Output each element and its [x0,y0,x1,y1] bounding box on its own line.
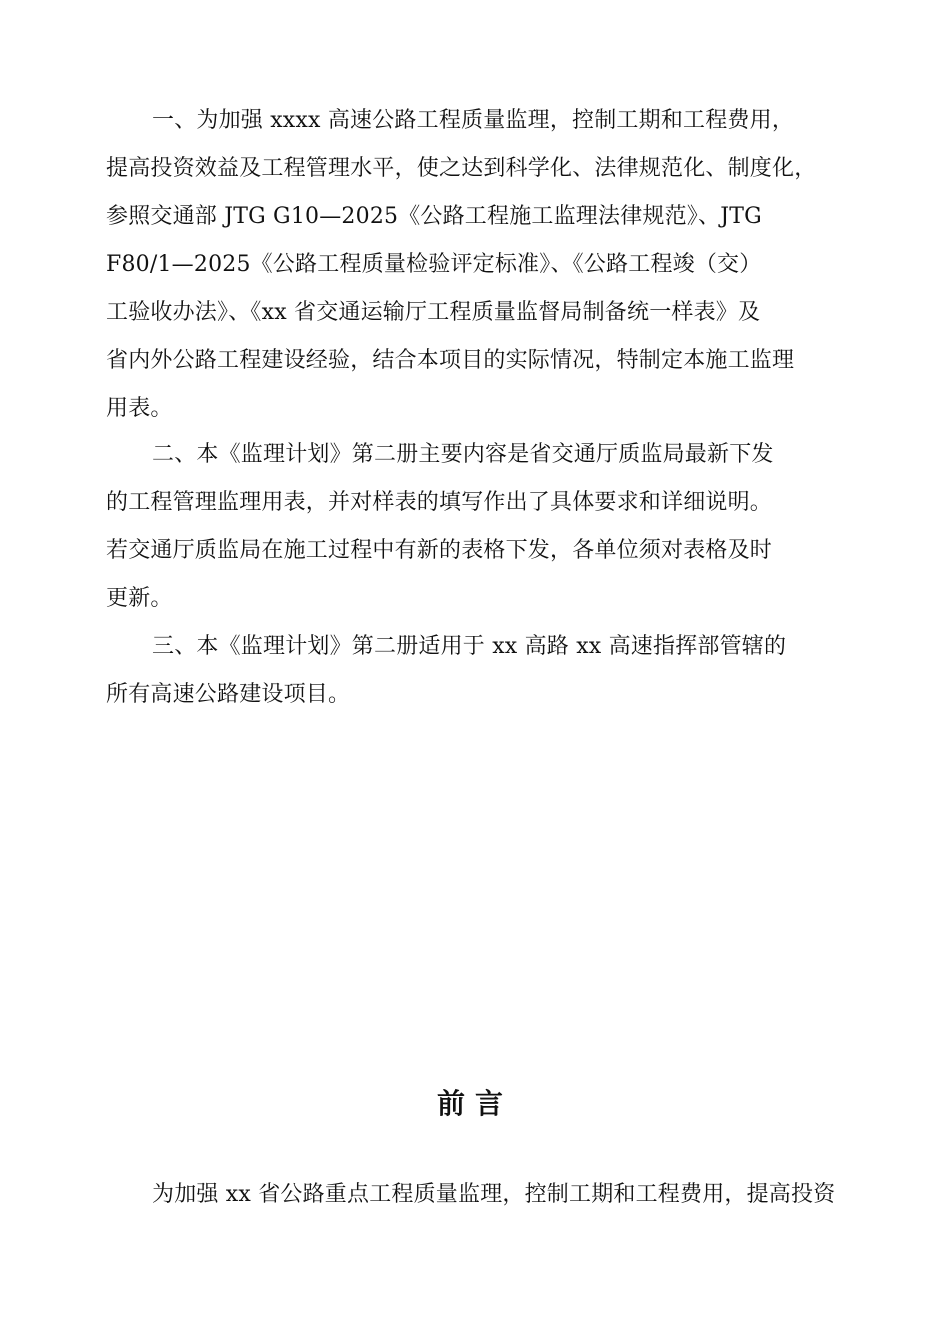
paragraph-1-line-6: 省内外公路工程建设经验，结合本项目的实际情况，特制定本施工监理 [106,348,795,373]
paragraph-1-line-5: 工验收办法》、《xx 省交通运输厅工程质量监督局制备统一样表》及 [106,300,761,325]
paragraph-2-line-3: 若交通厅质监局在施工过程中有新的表格下发，各单位须对表格及时 [106,538,773,563]
paragraph-3-line-2: 所有高速公路建设项目。 [106,682,351,707]
preface-line-1: 为加强 xx 省公路重点工程质量监理，控制工期和工程费用，提高投资 [152,1182,836,1207]
paragraph-3-line-1: 三、本《监理计划》第二册适用于 xx 高路 xx 高速指挥部管辖的 [152,634,787,659]
paragraph-1-line-4: F80/1—2025《公路工程质量检验评定标准》、《公路工程竣（交） [106,252,762,277]
paragraph-1-line-7: 用表。 [106,396,173,421]
paragraph-1-line-1: 一、为加强 xxxx 高速公路工程质量监理，控制工期和工程费用， [152,108,795,133]
paragraph-2-line-4: 更新。 [106,586,173,611]
paragraph-2-line-2: 的工程管理监理用表，并对样表的填写作出了具体要求和详细说明。 [106,490,773,515]
paragraph-1-line-3: 参照交通部 JTG G10—2025《公路工程施工监理法律规范》、JTG [106,204,762,229]
paragraph-2-line-1: 二、本《监理计划》第二册主要内容是省交通厅质监局最新下发 [152,442,774,467]
paragraph-1-line-2: 提高投资效益及工程管理水平，使之达到科学化、法律规范化、制度化， [106,156,817,181]
preface-title: 前言 [436,1087,513,1120]
